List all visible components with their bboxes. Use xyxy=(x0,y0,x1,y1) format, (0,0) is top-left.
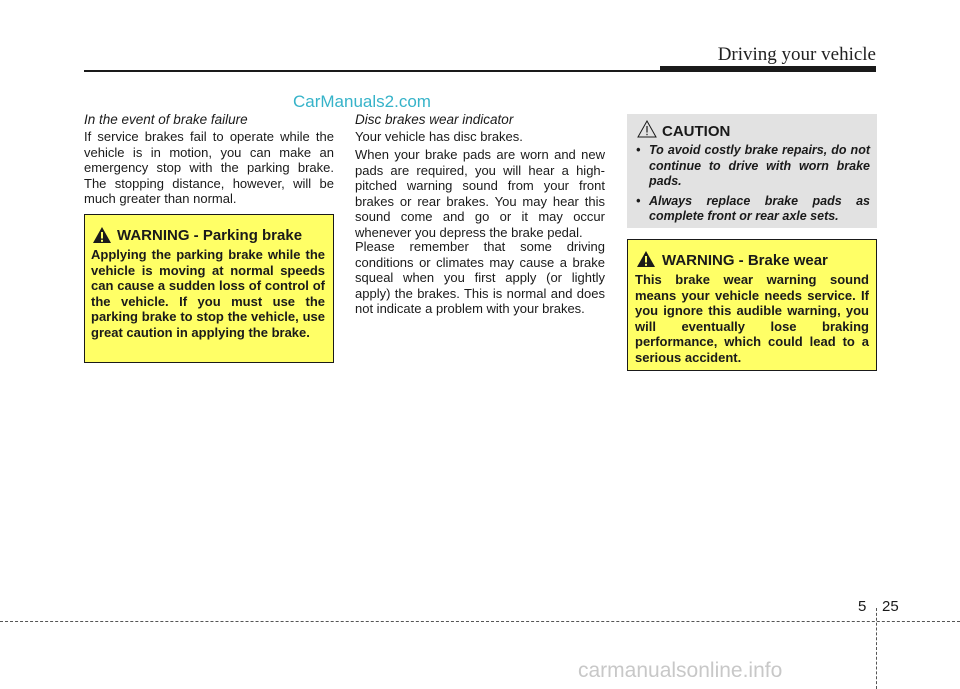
section-title: Driving your vehicle xyxy=(717,44,876,65)
warning-subtitle: - Brake wear xyxy=(738,252,828,269)
footer-watermark[interactable]: carmanualsonline.info xyxy=(578,659,783,682)
watermark-link[interactable]: CarManuals2.com xyxy=(293,92,431,111)
warning-parking-brake-text: Applying the parking brake while the vehicle is moving at normal speeds can cause a sudden loss of control of the vehicle. If you must use the parking brake to stop the vehicle, use great caution in applying the brake. xyxy=(91,247,325,340)
caution-list xyxy=(636,143,870,229)
header-rule-thick xyxy=(660,66,876,72)
page-number: 25 xyxy=(882,598,899,615)
footer-divider xyxy=(0,621,960,622)
caution-item xyxy=(636,143,870,190)
warning-subtitle: - Parking brake xyxy=(193,227,303,244)
warning-brake-wear-text: This brake wear warning sound means your vehicle needs service. If you ignore this audible warning, you will eventually lose braking performance, which could lead to a serious accident. xyxy=(635,272,869,365)
caution-title: CAUTION xyxy=(662,123,731,140)
bullet-icon: • xyxy=(636,193,641,208)
warning-label: WARNING xyxy=(117,227,190,244)
warning-triangle-icon xyxy=(636,250,656,268)
disc-brakes-heading: Disc brakes wear indicator xyxy=(355,112,514,127)
warning-parking-brake-title xyxy=(117,227,302,244)
chapter-number: 5 xyxy=(858,598,867,615)
brake-failure-paragraph: If service brakes fail to operate while the vehicle is in motion, you can make an emergency stop with the parking brake. The stopping distance, however, will be much greater than normal. xyxy=(84,129,334,206)
disc-brakes-paragraph-1: Your vehicle has disc brakes. xyxy=(355,129,523,144)
warning-triangle-icon xyxy=(92,226,112,244)
header-rule xyxy=(84,70,660,72)
caution-item xyxy=(636,194,870,225)
disc-brakes-paragraph-2: When your brake pads are worn and new pads are required, you will hear a high-pitched warning sound from your front brakes or rear brakes. You may hear this sound come and go or it may occur whenever you depress the brake pedal. xyxy=(355,147,605,240)
brake-failure-heading: In the event of brake failure xyxy=(84,112,248,127)
warning-brake-wear-title xyxy=(662,252,828,269)
disc-brakes-paragraph-3: Please remember that some driving conditions or climates may cause a brake squeal when you first apply (or lightly apply) the brakes. This is normal and does not indicate a problem with your brakes. xyxy=(355,239,605,316)
warning-label: WARNING xyxy=(662,252,735,269)
caution-triangle-icon xyxy=(637,120,657,138)
caution-item-text: Always replace brake pads as complete front or rear axle sets. xyxy=(649,193,870,223)
bullet-icon: • xyxy=(636,143,641,157)
caution-item-text: To avoid costly brake repairs, do not continue to drive with worn brake pads. xyxy=(649,143,870,188)
footer-vertical-divider xyxy=(876,608,877,689)
